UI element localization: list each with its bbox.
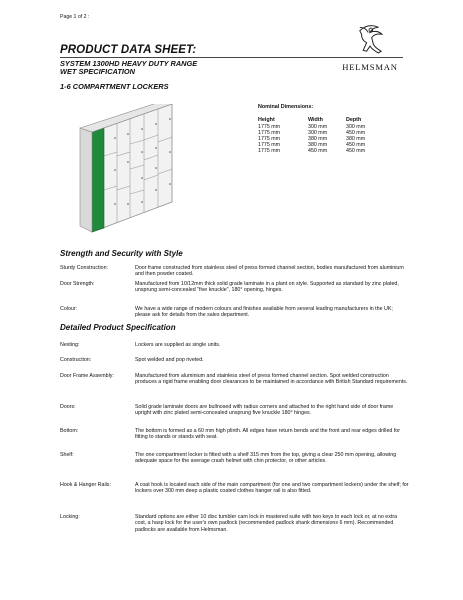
subtitle-line-3: 1-6 COMPARTMENT LOCKERS (60, 81, 169, 91)
spec-label: Shelf: (60, 452, 74, 458)
column-width: Width (308, 117, 323, 123)
table-cell: 380 mm (308, 142, 328, 149)
spec-label: Construction: (60, 357, 92, 363)
table-cell: 450 mm (346, 142, 366, 149)
table-cell: 380 mm (346, 135, 366, 142)
spec-text: Lockers are supplied as single units. (135, 342, 221, 348)
section-title-detailed: Detailed Product Specification (60, 323, 176, 332)
table-cell: 300 mm (346, 123, 366, 130)
spec-label: Nesting: (60, 342, 80, 348)
spec-text: Door frame constructed from stainless steel of press formed channel section, bodies manufactured from aluminium and then powder coated. (135, 265, 404, 278)
subtitle-line-2: WET SPECIFICATION (60, 67, 135, 77)
spec-text: We have a wide range of modern colours and finishes available from several leading manufacturers in the UK; please ask for details from the sales department. (135, 306, 393, 319)
column-height: Height (258, 117, 275, 123)
table-cell: 450 mm (346, 129, 366, 136)
table-cell: 1775 mm (258, 123, 281, 130)
spec-label: Hook & Hanger Rails: (60, 482, 111, 488)
spec-label: Door Frame Assembly: (60, 373, 114, 379)
column-depth: Depth (346, 117, 362, 123)
spec-text: Solid grade laminate doors are bullnosed with radius corners and attached to the right hand side of door frame upright with zinc plated semi-concealed unsprung five knuckle 180° hinges. (135, 404, 394, 417)
spec-text: The one compartment locker is fitted with a shelf 315 mm from the top, giving a clear 250 mm opening, allowing adequate space for the average crash helmet with chin protector, or other articles. (135, 452, 397, 465)
spec-label: Sturdy Construction: (60, 265, 108, 271)
spec-label: Doors: (60, 404, 76, 410)
subtitle-block (60, 60, 197, 91)
table-cell: 300 mm (308, 123, 328, 130)
locker-illustration (72, 104, 220, 234)
table-cell: 1775 mm (258, 142, 281, 149)
document-title: PRODUCT DATA SHEET: (60, 44, 197, 56)
table-cell: 450 mm (346, 148, 366, 155)
spec-text: A coat hook is located each side of the main compartment (for one and two compartment lockers) under the shelf; for lockers over 300 mm deep a plastic coated clothes hanger rail is also fitted. (135, 482, 409, 495)
subtitle-line-1: SYSTEM 1300HD HEAVY DUTY RANGE (60, 59, 198, 68)
spec-text: Manufactured from aluminium and stainless steel of press formed channel section. Spot welded construction produces a rigid frame enabling door clearances to be maintained in accordance with British Standard requirements. (135, 373, 408, 386)
nominal-dimensions (258, 104, 386, 155)
page-number: Page 1 of 2 : (60, 14, 90, 20)
spec-text: Manufactured from 10/12mm thick solid grade laminate in a plant on style. Supported as standard by zinc plated, unsprung semi-concealed "five knuckle", 180° opening, hinges. (135, 281, 399, 294)
dimensions-title: Nominal Dimensions: (258, 104, 314, 110)
helmsman-logo (336, 22, 404, 82)
spec-text: The bottom is formed as a 60 mm high plinth. All edges have return bends and the front and rear edges drilled for fitting to stands or stands with seat. (135, 428, 400, 441)
spec-label: Colour: (60, 306, 78, 312)
table-cell: 300 mm (308, 129, 328, 136)
table-cell: 450 mm (308, 148, 328, 155)
spec-label: Bottom: (60, 428, 79, 434)
spec-text: Spot welded and pop riveted. (135, 357, 204, 363)
logo-wordmark: HELMSMAN (342, 62, 398, 72)
dimensions-table (258, 117, 386, 155)
section-title-strength: Strength and Security with Style (60, 249, 183, 258)
title-block (60, 44, 320, 56)
spec-label: Locking: (60, 514, 80, 520)
table-cell: 1775 mm (258, 135, 281, 142)
spec-text: Standard options are either 10 disc tumbler cam lock in mastered suite with two keys to each lock or, at no extra cost, a hasp lock for the user's own padlock (recommended padlock shank dimensions 6 mm). Recommended padlocks are available from Helmsman. (135, 514, 398, 533)
table-cell: 1775 mm (258, 129, 281, 136)
spec-label: Door Strength: (60, 281, 95, 287)
table-cell: 1775 mm (258, 148, 281, 155)
table-cell: 380 mm (308, 135, 328, 142)
helmsman-figure-icon (353, 22, 387, 60)
table-row (258, 148, 386, 154)
